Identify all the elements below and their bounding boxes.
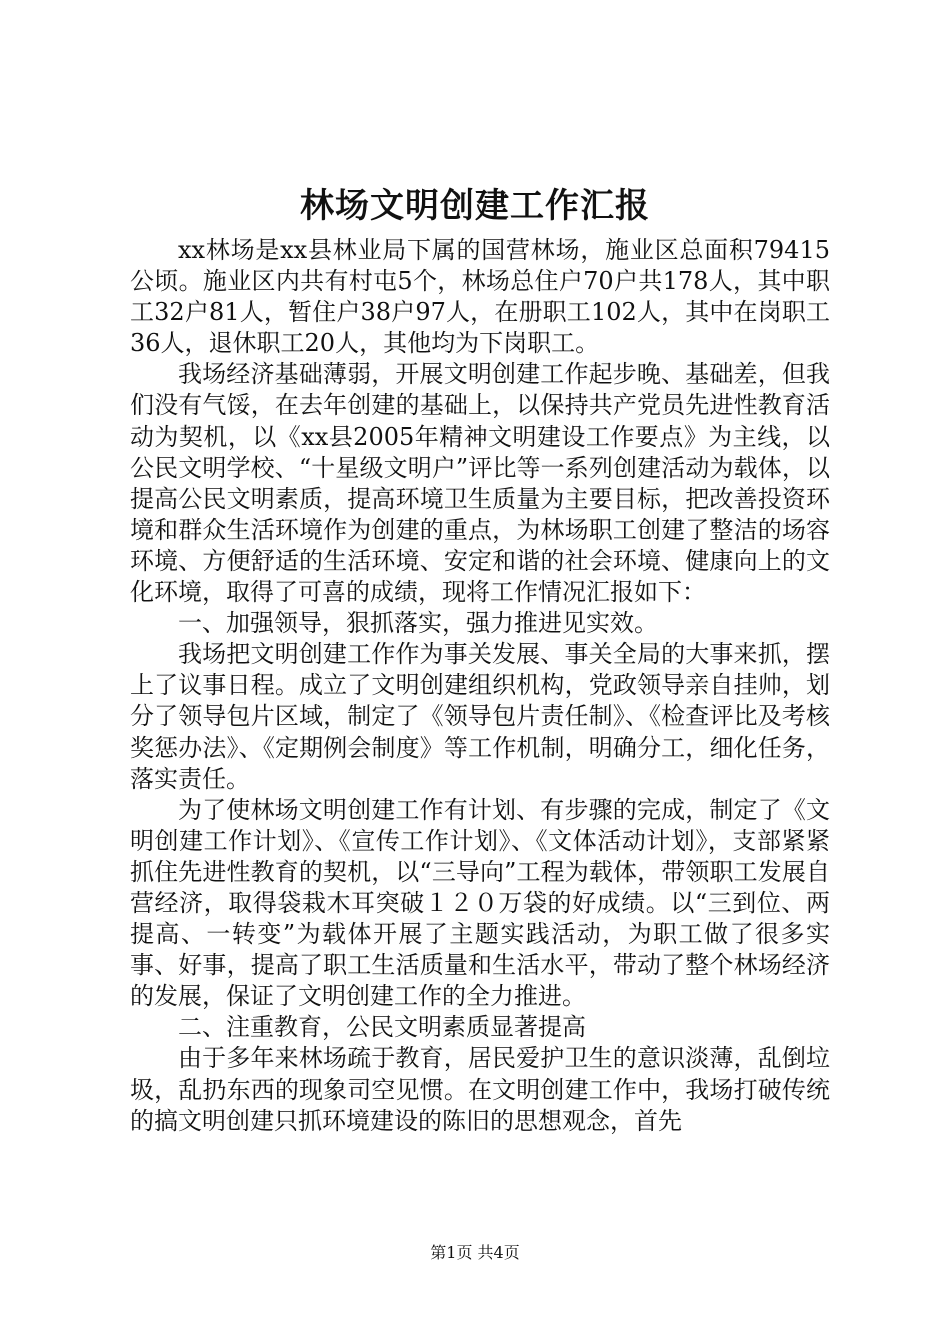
- paragraph-planning: 为了使林场文明创建工作有计划、有步骤的完成，制定了《文明创建工作计划》、《宣传工作计划》、《文体活动计划》，支部紧紧抓住先进性教育的契机，以“三导向”工程为载体，带领职工发展自营经济，取得袋栽木耳突破１２０万袋的好成绩。以“三到位、两提高、一转变”为载体开展了主题实践活动，为职工做了很多实事、好事，提高了职工生活质量和生活水平，带动了整个林场经济的发展，保证了文明创建工作的全力推进。: [130, 795, 830, 1011]
- paragraph-overview: 我场经济基础薄弱，开展文明创建工作起步晚、基础差，但我们没有气馁，在去年创建的基础上，以保持共产党员先进性教育活动为契机，以《xx县2005年精神文明建设工作要点》为主线，以公民文明学校、“十星级文明户”评比等一系列创建活动为载体，以提高公民文明素质，提高环境卫生质量为主要目标，把改善投资环境和群众生活环境作为创建的重点，为林场职工创建了整洁的场容环境、方便舒适的生活环境、安定和谐的社会环境、健康向上的文化环境，取得了可喜的成绩，现将工作情况汇报如下：: [130, 360, 830, 607]
- paragraph-leadership: 我场把文明创建工作作为事关发展、事关全局的大事来抓，摆上了议事日程。成立了文明创建组织机构，党政领导亲自挂帅，划分了领导包片区域，制定了《领导包片责任制》、《检查评比及考核奖惩办法》、《定期例会制度》等工作机制，明确分工，细化任务，落实责任。: [130, 640, 830, 793]
- paragraph-education: 由于多年来林场疏于教育，居民爱护卫生的意识淡薄，乱倒垃圾，乱扔东西的现象司空见惯。在文明创建工作中，我场打破传统的搞文明创建只抓环境建设的陈旧的思想观念，首先: [130, 1044, 830, 1135]
- document-body: [130, 235, 830, 1137]
- paragraph-intro: xx林场是xx县林业局下属的国营林场，施业区总面积79415公顷。施业区内共有村屯5个，林场总住户70户共178人，其中职工32户81人，暂住户38户97人，在册职工102人，其中在岗职工36人，退休职工20人，其他均为下岗职工。: [130, 236, 830, 358]
- section-heading-2: 二、注重教育，公民文明素质显著提高: [178, 1013, 586, 1042]
- document-title: 林场文明创建工作汇报: [300, 186, 650, 226]
- page-number: 第1页 共4页: [430, 1243, 520, 1262]
- section-heading-1: 一、加强领导，狠抓落实，强力推进见实效。: [178, 609, 658, 638]
